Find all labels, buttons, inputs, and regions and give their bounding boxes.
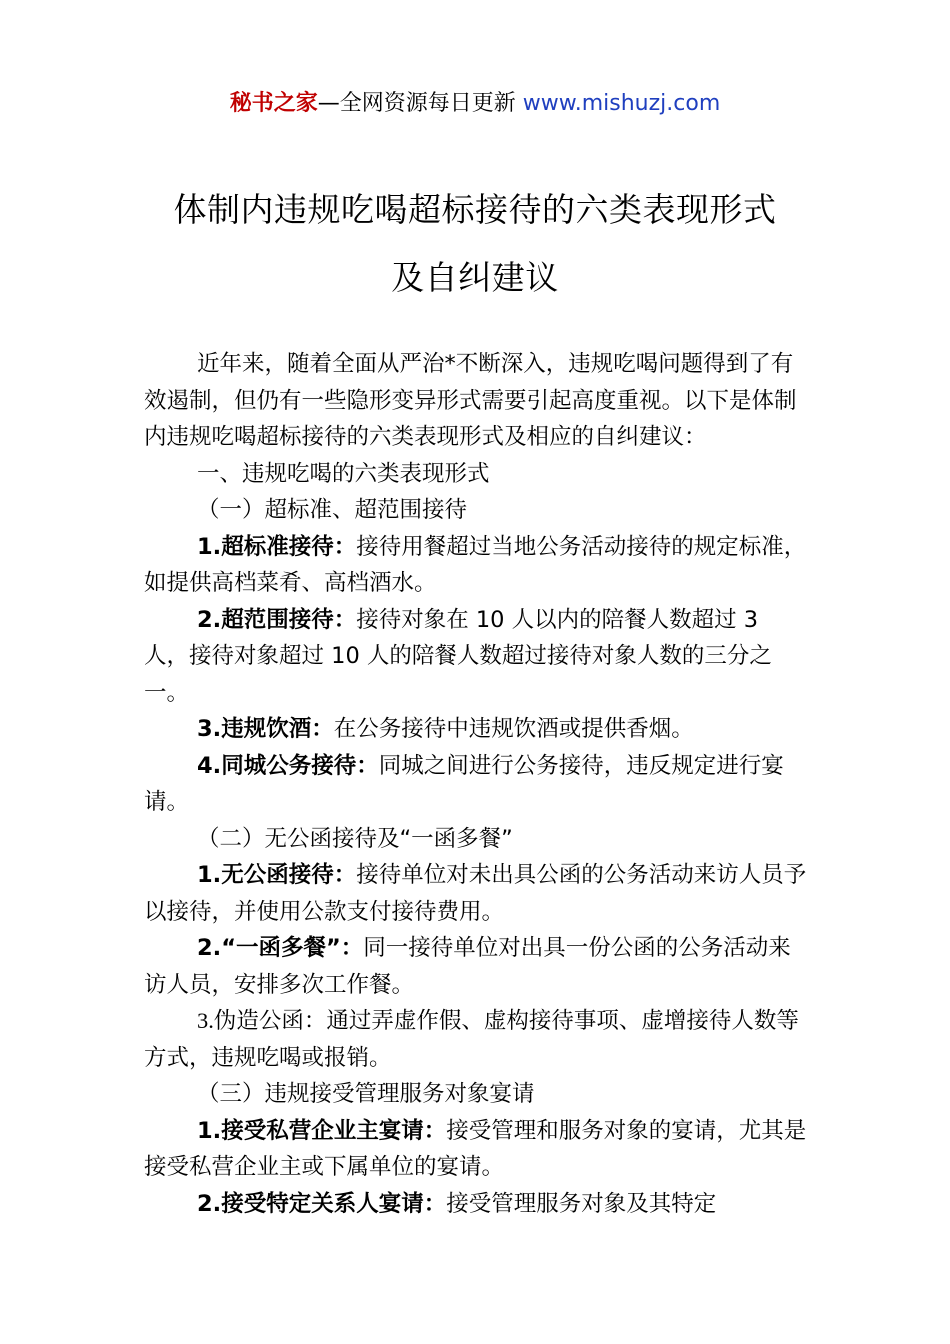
subsection-heading: （一）超标准、超范围接待 — [197, 497, 468, 523]
document-body — [144, 346, 808, 1222]
site-brand: 秘书之家 — [229, 91, 318, 116]
item-text: 接待用餐超过当地公务活动接待的规定标准，如提供高档菜肴、高档酒水。 — [144, 533, 807, 596]
list-item — [144, 529, 808, 602]
site-url[interactable]: www.mishuzj.com — [522, 91, 721, 116]
item-lead: 2.“一函多餐”： — [197, 935, 364, 961]
item-number: 3. — [197, 1008, 214, 1033]
subsection-heading: （三）违规接受管理服务对象宴请 — [197, 1081, 535, 1107]
item-text: 伪造公函：通过弄虚作假、虚构接待事项、虚增接待人数等方式，违规吃喝或报销。 — [144, 1008, 799, 1071]
item-text: 同一接待单位对出具一份公函的公务活动来访人员，安排多次工作餐。 — [144, 935, 791, 998]
list-item — [144, 857, 808, 930]
intro-paragraph: 近年来，随着全面从严治*不断深入，违规吃喝问题得到了有效遏制，但仍有一些隐形变异形式需要引起高度重视。以下是体制内违规吃喝超标接待的六类表现形式及相应的自纠建议： — [144, 351, 797, 450]
item-lead: 2.接受特定关系人宴请： — [197, 1190, 447, 1217]
document-title-line2: 及自纠建议 — [391, 258, 559, 297]
subsection-heading: （二）无公函接待及“一函多餐” — [197, 825, 513, 852]
list-item — [144, 748, 808, 821]
item-lead: 1.接受私营企业主宴请： — [197, 1117, 447, 1144]
item-lead: 3.违规饮酒： — [197, 716, 334, 742]
item-text: 同城之间进行公务接待，违反规定进行宴请。 — [144, 752, 784, 815]
item-text: 接受管理服务对象及其特定 — [446, 1190, 717, 1217]
item-text: 接受管理和服务对象的宴请，尤其是接受私营企业主或下属单位的宴请。 — [144, 1117, 807, 1180]
site-tagline: —全网资源每日更新 — [317, 91, 523, 116]
list-item — [144, 1186, 808, 1223]
list-item — [144, 711, 808, 748]
item-lead: 2.超范围接待： — [197, 606, 357, 633]
item-text: 接待对象在 10 人以内的陪餐人数超过 3 人，接待对象超过 10 人的陪餐人数超过接待对象人数的三分之一。 — [144, 606, 772, 706]
list-item — [144, 930, 808, 1003]
item-lead: 1.超标准接待： — [197, 533, 357, 560]
list-item — [144, 602, 808, 712]
item-lead: 1.无公函接待： — [197, 862, 357, 888]
list-item — [144, 1003, 808, 1076]
list-item — [144, 1113, 808, 1186]
site-header — [0, 88, 950, 120]
item-text: 在公务接待中违规饮酒或提供香烟。 — [333, 716, 694, 742]
document-title-line1: 体制内违规吃喝超标接待的六类表现形式 — [173, 190, 777, 229]
item-lead: 4.同城公务接待： — [197, 752, 379, 779]
item-text: 接待单位对未出具公函的公务活动来访人员予以接待，并使用公款支付接待费用。 — [144, 862, 807, 925]
section-heading: 一、违规吃喝的六类表现形式 — [197, 460, 490, 487]
